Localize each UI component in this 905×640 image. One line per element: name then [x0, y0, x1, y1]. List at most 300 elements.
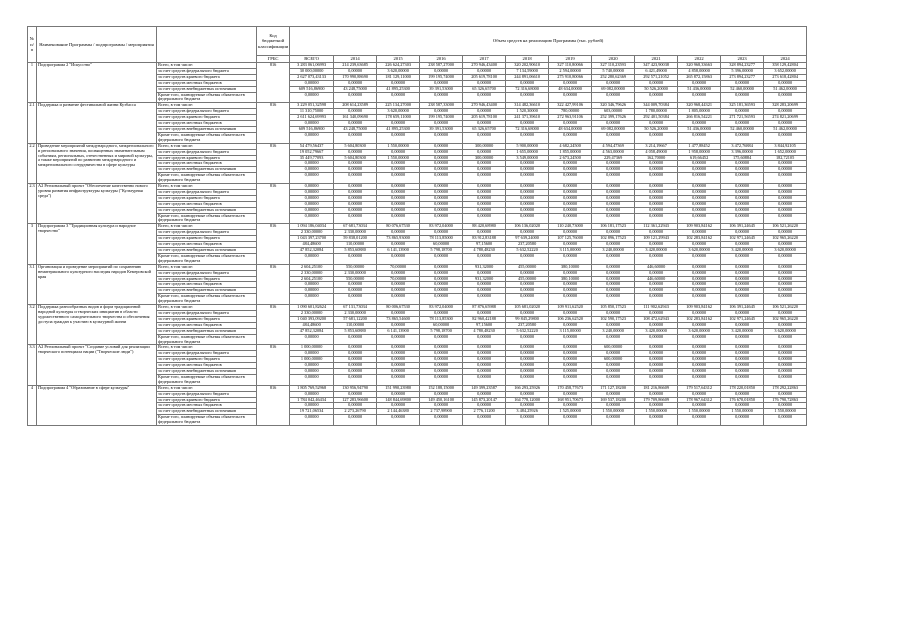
year-value: 0,00000	[764, 403, 807, 409]
year-value: 106 521,26220	[764, 305, 807, 311]
year-value: 1 550,00000	[635, 409, 678, 415]
year-value: 0,00000	[506, 201, 549, 207]
year-value: 0,00000	[721, 345, 764, 351]
year-value: 0,00000	[463, 270, 506, 276]
year-value: 199 195,74000	[420, 115, 463, 121]
year-value: 0,00000	[678, 201, 721, 207]
year-value: 0,00000	[592, 195, 635, 201]
year-value: 0,00000	[334, 109, 377, 115]
year-value: 108 472,62943	[635, 316, 678, 322]
funding-source: за счет средств федерального бюджета	[157, 270, 257, 276]
year-value: 0,00000	[635, 391, 678, 397]
year-value: 0,00000	[764, 184, 807, 190]
program-name: Подпрограмма 4 "Образование в сфере культуры"	[37, 385, 157, 425]
year-value: 48 634,00000	[549, 126, 592, 132]
total-value: 1 000,00000	[290, 345, 334, 351]
funding-source: за счет средств внебюджетных источников	[157, 288, 257, 294]
budget-table-sheet	[27, 26, 807, 426]
total-value: 19 721,06534	[290, 409, 334, 415]
year-value: 0,00000	[420, 403, 463, 409]
grbs-code: 816	[257, 184, 290, 224]
year-value: 0,00000	[592, 132, 635, 143]
year-value: 0,00000	[764, 322, 807, 328]
year-value: 107 125,76000	[549, 236, 592, 242]
year-value: 0,00000	[635, 369, 678, 375]
year-value: 1 655,00000	[506, 149, 549, 155]
funding-source: за счет средств краевого бюджета	[157, 236, 257, 242]
year-value: 169 537,18200	[592, 397, 635, 403]
year-value: 328 283,20699	[764, 103, 807, 109]
year-value: 0,00000	[420, 189, 463, 195]
year-value: 51 462,00000	[764, 86, 807, 92]
year-value: 214 239,63685	[334, 63, 377, 69]
grbs-code: 816	[257, 385, 290, 425]
total-value: 0,00000	[290, 363, 334, 369]
total-value: 1 000,00000	[290, 357, 334, 363]
funding-source: Всего, в том числе:	[157, 224, 257, 230]
year-value: 0,00000	[764, 161, 807, 167]
year-value: 0,00000	[678, 92, 721, 103]
year-value: 0,00000	[420, 143, 463, 149]
year-value: 0,00000	[549, 201, 592, 207]
year-value: 0,00000	[463, 230, 506, 236]
year-value: 59 838,01200	[334, 236, 377, 242]
year-value: 170 458,77673	[549, 385, 592, 391]
year-value: 0,00000	[635, 184, 678, 190]
total-value: 0,00000	[290, 282, 334, 288]
year-value: 0,00000	[721, 415, 764, 426]
year-value: 0,00000	[678, 345, 721, 351]
year-value: 0,00000	[721, 80, 764, 86]
year-value: 0,00000	[678, 391, 721, 397]
year-value: 83 912,83188	[463, 236, 506, 242]
year-value: 0,00000	[678, 195, 721, 201]
year-value: 0,00000	[506, 374, 549, 385]
year-value: 1 550,00000	[721, 409, 764, 415]
year-value: 0,00000	[377, 167, 420, 173]
year-value: 320 968,33663	[678, 63, 721, 69]
year-value: 0,00000	[377, 282, 420, 288]
total-value: 0,00000	[290, 80, 334, 86]
year-value: 238 587,27000	[420, 63, 463, 69]
total-value: 0,00000	[290, 403, 334, 409]
header-year: 2021	[635, 56, 678, 63]
year-value: 0,00000	[764, 213, 807, 224]
header-total: ВСЕГО	[290, 56, 334, 63]
year-value: 57 681,12200	[334, 316, 377, 322]
year-value: 110 240,73000	[549, 224, 592, 230]
year-value: 0,00000	[377, 201, 420, 207]
funding-source: за счет средств краевого бюджета	[157, 276, 257, 282]
year-value: 102 896,17523	[592, 236, 635, 242]
year-value: 60,00000	[420, 322, 463, 328]
funding-source: Всего, в том числе:	[157, 143, 257, 149]
year-value: 109 903,84162	[678, 224, 721, 230]
year-value: 0,00000	[377, 288, 420, 294]
year-value: 5 604,80300	[334, 143, 377, 149]
year-value: 0,00000	[635, 189, 678, 195]
year-value: 83 972,04000	[420, 224, 463, 230]
year-value: 0,00000	[592, 415, 635, 426]
year-value: 102 965,26220	[764, 236, 807, 242]
year-value: 0,00000	[721, 132, 764, 143]
year-value: 0,00000	[678, 213, 721, 224]
year-value: 3 420,00000	[721, 248, 764, 254]
funding-source: за счет средств федерального бюджета	[157, 109, 257, 115]
year-value: 0,00000	[721, 92, 764, 103]
year-value: 270 946,43400	[463, 103, 506, 109]
year-value: 0,00000	[721, 264, 764, 270]
year-value: 4 682,24500	[549, 143, 592, 149]
year-value: 0,00000	[635, 322, 678, 328]
year-value: 5 740,00000	[592, 68, 635, 74]
year-value: 0,00000	[635, 310, 678, 316]
year-value: 0,00000	[463, 149, 506, 155]
year-value: 0,00000	[463, 369, 506, 375]
funding-source: за счет средств краевого бюджета	[157, 357, 257, 363]
funding-source: за счет средств местных бюджетов	[157, 282, 257, 288]
year-value: 0,00000	[678, 121, 721, 127]
year-value: 0,00000	[764, 415, 807, 426]
year-value: 238 587,33000	[420, 103, 463, 109]
year-value: 600,00000	[592, 357, 635, 363]
year-value: 7 134,59000	[506, 68, 549, 74]
header-year: 2015	[377, 56, 420, 63]
total-value: 0,00000	[290, 334, 334, 345]
year-value: 0,00000	[463, 351, 506, 357]
year-value: 0,00000	[678, 282, 721, 288]
year-value: 70,00000	[377, 264, 420, 270]
funding-source: за счет средств краевого бюджета	[157, 155, 257, 161]
year-value: 0,00000	[721, 351, 764, 357]
year-value: 102 965,26220	[764, 316, 807, 322]
year-value: 0,00000	[549, 253, 592, 264]
header-year: 2016	[420, 56, 463, 63]
year-value: 0,00000	[764, 253, 807, 264]
year-value: 83 972,04000	[420, 305, 463, 311]
year-value: 0,00000	[678, 173, 721, 184]
year-value: 5 798,18700	[420, 248, 463, 254]
year-value: 151 990,23980	[377, 385, 420, 391]
year-value: 0,00000	[635, 351, 678, 357]
year-value: 0,00000	[721, 121, 764, 127]
year-value: 0,00000	[764, 121, 807, 127]
total-value: 0,00000	[290, 201, 334, 207]
year-value: 0,00000	[549, 80, 592, 86]
year-value: 99 845,29800	[506, 316, 549, 322]
year-value: 179 709,86609	[635, 397, 678, 403]
year-value: 0,00000	[764, 270, 807, 276]
year-value: 97,15600	[463, 322, 506, 328]
year-value: 69 082,00000	[592, 126, 635, 132]
year-value: 41 895,25300	[377, 86, 420, 92]
year-value: 0,00000	[678, 207, 721, 213]
total-value: 0,00000	[290, 253, 334, 264]
year-value: 1 550,00000	[764, 409, 807, 415]
year-value: 3 620,00000	[678, 248, 721, 254]
year-value: 0,00000	[506, 161, 549, 167]
funding-source: Кроме того, планируемые объемы обязательств федерального бюджета	[157, 415, 257, 426]
year-value: 358 129,42804	[764, 63, 807, 69]
total-value: 1 040 393,09200	[290, 316, 334, 322]
year-value: 0,00000	[635, 357, 678, 363]
year-value: 0,00000	[506, 80, 549, 86]
year-value: 0,00000	[463, 288, 506, 294]
year-value: 168 951,70673	[549, 397, 592, 403]
year-value: 0,00000	[420, 132, 463, 143]
total-value: 0,00000	[290, 391, 334, 397]
year-value: 0,00000	[764, 363, 807, 369]
total-value: 2 330,00000	[290, 230, 334, 236]
year-value: 0,00000	[463, 403, 506, 409]
year-value: 0,00000	[549, 391, 592, 397]
year-value: 176 790,72863	[764, 397, 807, 403]
year-value: 252 399,17626	[592, 115, 635, 121]
funding-source: Всего, в том числе:	[157, 385, 257, 391]
year-value: 0,00000	[721, 213, 764, 224]
year-value: 110,00000	[334, 322, 377, 328]
year-value: 0,00000	[377, 132, 420, 143]
year-value: 600,00000	[592, 345, 635, 351]
year-value: 0,00000	[334, 92, 377, 103]
year-value: 182,72105	[764, 155, 807, 161]
year-value: 208 614,23589	[334, 103, 377, 109]
total-value: 2 330,00000	[290, 270, 334, 276]
grbs-code: 816	[257, 143, 290, 183]
year-value: 39 391,53000	[420, 126, 463, 132]
year-value: 0,00000	[678, 132, 721, 143]
year-value: 0,00000	[592, 282, 635, 288]
year-value: 3 420,00000	[635, 328, 678, 334]
year-value: 199 195,74000	[420, 74, 463, 80]
total-value: 1 043 397,23700	[290, 236, 334, 242]
funding-source: за счет средств федерального бюджета	[157, 68, 257, 74]
year-value: 0,00000	[635, 213, 678, 224]
year-value: 0,00000	[635, 363, 678, 369]
year-value: 181 129,11000	[377, 74, 420, 80]
year-value: 51 436,00000	[678, 86, 721, 92]
total-value: 47 852,32084	[290, 328, 334, 334]
funding-source: за счет средств местных бюджетов	[157, 80, 257, 86]
year-value: 4 858,00000	[678, 68, 721, 74]
year-value: 2 273,26790	[334, 409, 377, 415]
year-value: 1 525,00000	[549, 409, 592, 415]
year-value: 0,00000	[463, 189, 506, 195]
funding-source: Всего, в том числе:	[157, 305, 257, 311]
year-value: 0,00000	[764, 132, 807, 143]
header-funding-group: Объем средств на реализацию Программы (тыс. рублей)	[290, 27, 807, 56]
year-value: 446,60000	[635, 264, 678, 270]
year-value: 1 550,00000	[377, 155, 420, 161]
year-value: 0,00000	[549, 132, 592, 143]
year-value: 2 776,11200	[463, 409, 506, 415]
year-value: 152 188,15000	[420, 385, 463, 391]
total-value: 47 852,32084	[290, 248, 334, 254]
year-value: 0,00000	[420, 68, 463, 74]
year-value: 162,70000	[635, 155, 678, 161]
budget-table	[27, 26, 807, 426]
year-value: 0,00000	[635, 173, 678, 184]
year-value: 931,32000	[463, 264, 506, 270]
year-value: 225 134,27000	[377, 103, 420, 109]
year-value: 65 326,65700	[463, 126, 506, 132]
year-value: 0,00000	[506, 207, 549, 213]
year-value: 0,00000	[764, 334, 807, 345]
year-value: 0,00000	[721, 173, 764, 184]
year-value: 347 423,90038	[635, 63, 678, 69]
year-value: 0,00000	[420, 92, 463, 103]
program-name: Поддержка разнообразных видов и форм традиционной народной культуры и творческих инициатив в области художественного самодеятельного творчества и обеспечения доступа граждан к участию в культурной жизни	[37, 305, 157, 345]
year-value: 0,00000	[635, 132, 678, 143]
year-value: 3 620,00000	[764, 248, 807, 254]
program-name: Организация и проведение мероприятий по сохранению нематериального культурного наследия народов Кемеровской края	[37, 264, 157, 304]
year-value: 2 330,00000	[334, 270, 377, 276]
grbs-code: 816	[257, 103, 290, 143]
year-value: 6 141,13900	[377, 328, 420, 334]
year-value: 0,00000	[506, 167, 549, 173]
year-value: 0,00000	[592, 369, 635, 375]
year-value: 0,00000	[721, 253, 764, 264]
year-value: 2 737,98900	[420, 409, 463, 415]
year-value: 0,00000	[506, 213, 549, 224]
year-value: 109 911,62520	[549, 305, 592, 311]
year-value: 0,00000	[678, 253, 721, 264]
year-value: 0,00000	[592, 80, 635, 86]
year-value: 0,00000	[377, 92, 420, 103]
year-value: 0,00000	[592, 322, 635, 328]
year-value: 2 330,00000	[334, 230, 377, 236]
year-value: 0,00000	[592, 173, 635, 184]
total-value: 3 229 051,32598	[290, 103, 334, 109]
year-value: 0,00000	[678, 310, 721, 316]
year-value: 0,00000	[463, 391, 506, 397]
year-value: 161 340,09690	[334, 115, 377, 121]
year-value: 0,00000	[721, 195, 764, 201]
year-value: 0,00000	[420, 173, 463, 184]
year-value: 4 058,49000	[635, 149, 678, 155]
year-value: 0,00000	[635, 282, 678, 288]
year-value: 0,00000	[635, 294, 678, 305]
year-value: 0,00000	[420, 270, 463, 276]
year-value: 3 396,00000	[721, 149, 764, 155]
year-value: 105 850,17523	[592, 305, 635, 311]
year-value: 175,60884	[721, 155, 764, 161]
year-value: 0,00000	[377, 195, 420, 201]
year-value: 0,00000	[678, 276, 721, 282]
funding-source: за счет средств местных бюджетов	[157, 322, 257, 328]
year-value: 97 639,24000	[506, 236, 549, 242]
year-value: 0,00000	[678, 374, 721, 385]
year-value: 0,00000	[420, 264, 463, 270]
funding-source: за счет средств внебюджетных источников	[157, 126, 257, 132]
year-value: 0,00000	[721, 207, 764, 213]
year-value: 106 391,24645	[721, 305, 764, 311]
year-value: 0,00000	[592, 270, 635, 276]
year-value: 273 894,23277	[721, 74, 764, 80]
year-value: 178 659,11000	[377, 115, 420, 121]
year-value: 320 202,90610	[506, 63, 549, 69]
total-value: 0,00000	[290, 132, 334, 143]
total-value: 0,00000	[290, 374, 334, 385]
year-value: 0,00000	[463, 173, 506, 184]
year-value: 0,00000	[549, 288, 592, 294]
year-value: 0,00000	[463, 109, 506, 115]
year-value: 0,00000	[678, 264, 721, 270]
total-value: 1 805 769,52968	[290, 385, 334, 391]
year-value: 0,00000	[549, 184, 592, 190]
year-value: 0,00000	[549, 161, 592, 167]
year-value: 0,00000	[420, 80, 463, 86]
year-value: 237,20580	[506, 242, 549, 248]
year-value: 0,00000	[549, 363, 592, 369]
year-value: 0,00000	[463, 121, 506, 127]
year-value: 52 460,00000	[721, 86, 764, 92]
year-value: 0,00000	[377, 363, 420, 369]
year-value: 3 115,00000	[549, 328, 592, 334]
year-value: 72 316,68000	[506, 126, 549, 132]
year-value: 0,00000	[377, 322, 420, 328]
year-value: 5 396,00000	[721, 68, 764, 74]
year-value: 0,00000	[764, 167, 807, 173]
header-year: 2020	[592, 56, 635, 63]
year-value: 88 420,68980	[463, 224, 506, 230]
year-value: 252 280,62369	[592, 74, 635, 80]
year-value: 0,00000	[592, 264, 635, 270]
year-value: 0,00000	[549, 189, 592, 195]
year-value: 320 346,79626	[592, 103, 635, 109]
year-value: 102 971,24645	[721, 316, 764, 322]
funding-source: за счет средств краевого бюджета	[157, 316, 257, 322]
year-value: 292 401,50384	[635, 115, 678, 121]
year-value: 226 624,27303	[377, 63, 420, 69]
year-value: 106 521,26220	[764, 224, 807, 230]
grbs-code: 816	[257, 345, 290, 385]
funding-source: Кроме того, планируемые объемы обязательств федерального бюджета	[157, 294, 257, 305]
year-value: 105 681,02020	[506, 305, 549, 311]
header-source	[157, 27, 257, 63]
year-value: 0,00000	[506, 253, 549, 264]
year-value: 5 900,00000	[506, 143, 549, 149]
funding-source: за счет средств внебюджетных источников	[157, 86, 257, 92]
program-name: Поддержка и развитие фестивальной жизни Кузбасса	[37, 103, 157, 143]
year-value: 0,00000	[764, 207, 807, 213]
year-value: 380,10000	[549, 264, 592, 270]
year-value: 0,00000	[721, 282, 764, 288]
header-year: 2022	[678, 56, 721, 63]
year-value: 0,00000	[635, 374, 678, 385]
year-value: 0,00000	[592, 92, 635, 103]
funding-source: за счет средств внебюджетных источников	[157, 248, 257, 254]
year-value: 0,00000	[377, 230, 420, 236]
year-value: 0,00000	[463, 201, 506, 207]
year-value: 0,00000	[506, 195, 549, 201]
year-value: 300,00000	[463, 143, 506, 149]
year-value: 0,00000	[721, 242, 764, 248]
year-value: 5 632,52220	[506, 328, 549, 334]
year-value: 0,00000	[549, 207, 592, 213]
year-value: 0,00000	[334, 195, 377, 201]
year-value: 2 673,24500	[549, 155, 592, 161]
year-value: 4 780,48230	[463, 328, 506, 334]
year-value: 171 127,18200	[592, 385, 635, 391]
year-value: 0,00000	[592, 230, 635, 236]
year-value: 3 652,00000	[764, 68, 807, 74]
total-value: 0,00000	[290, 288, 334, 294]
year-value: 780,00000	[549, 109, 592, 115]
year-value: 0,00000	[635, 403, 678, 409]
year-value: 0,00000	[678, 415, 721, 426]
year-value: 0,00000	[592, 161, 635, 167]
